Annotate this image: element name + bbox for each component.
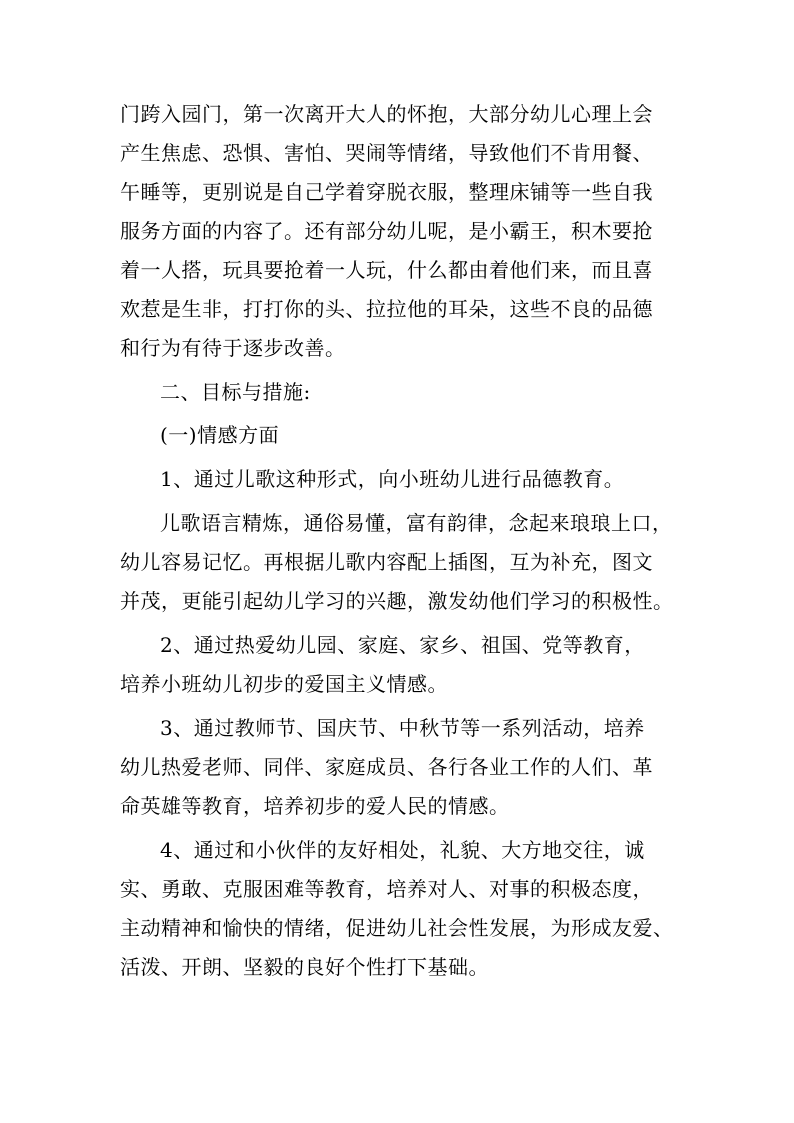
text-line: 着一人搭，玩具要抢着一人玩，什么都由着他们来，而且喜 bbox=[120, 258, 653, 282]
text-line: 午睡等，更别说是自己学着穿脱衣服，整理床铺等一些自我 bbox=[120, 180, 653, 204]
text-line: 命英雄等教育，培养初步的爱人民的情感。 bbox=[120, 794, 510, 818]
text-line: 儿歌语言精炼，通俗易懂，富有韵律，念起来琅琅上口， bbox=[160, 511, 673, 535]
text-line: 活泼、开朗、坚毅的良好个性打下基础。 bbox=[120, 955, 489, 979]
list-item-heading: 2、通过热爱幼儿园、家庭、家乡、祖国、党等教育， bbox=[160, 633, 645, 657]
text-line: 培养小班幼儿初步的爱国主义情感。 bbox=[120, 672, 448, 696]
text-line: 幼儿容易记忆。再根据儿歌内容配上插图，互为补充，图文 bbox=[120, 550, 653, 574]
text-line: 和行为有待于逐步改善。 bbox=[120, 336, 346, 360]
text-line: 并茂，更能引起幼儿学习的兴趣，激发幼他们学习的积极性。 bbox=[120, 589, 674, 613]
list-item-heading: 3、通过教师节、国庆节、中秋节等一系列活动，培养 bbox=[160, 716, 645, 740]
text-line: 欢惹是生非，打打你的头、拉拉他的耳朵，这些不良的品德 bbox=[120, 297, 653, 321]
section-heading: 二、目标与措施: bbox=[160, 380, 311, 404]
text-line: 主动精神和愉快的情绪，促进幼儿社会性发展，为形成友爱、 bbox=[120, 916, 674, 940]
list-item-heading: 4、通过和小伙伴的友好相处，礼貌、大方地交往，诚 bbox=[160, 838, 645, 862]
subsection-heading: (一)情感方面 bbox=[160, 423, 280, 447]
text-line: 幼儿热爱老师、同伴、家庭成员、各行各业工作的人们、革 bbox=[120, 755, 653, 779]
text-line: 实、勇敢、克服困难等教育，培养对人、对事的积极态度， bbox=[120, 877, 653, 901]
text-line: 产生焦虑、恐惧、害怕、哭闹等情绪，导致他们不肯用餐、 bbox=[120, 141, 653, 165]
text-line: 门跨入园门，第一次离开大人的怀抱，大部分幼儿心理上会 bbox=[120, 102, 653, 126]
list-item-heading: 1、通过儿歌这种形式，向小班幼儿进行品德教育。 bbox=[160, 467, 625, 491]
text-line: 服务方面的内容了。还有部分幼儿呢，是小霸王，积木要抢 bbox=[120, 219, 653, 243]
